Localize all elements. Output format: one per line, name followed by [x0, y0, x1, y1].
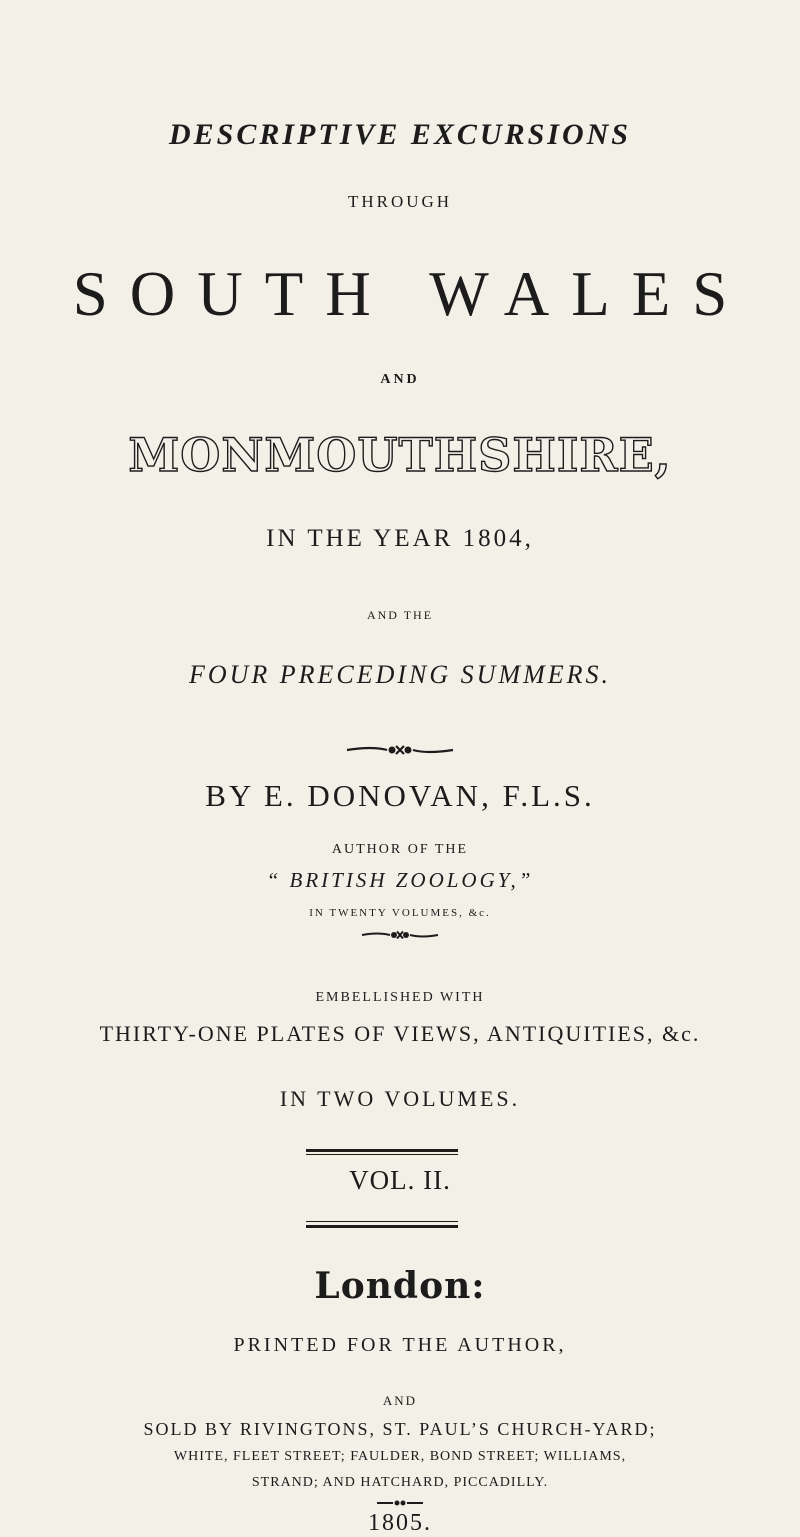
year-line: IN THE YEAR 1804, — [266, 525, 534, 552]
sold-by-line-3: STRAND; AND HATCHARD, PICCADILLY. — [251, 1475, 549, 1490]
sold-by-line-2: WHITE, FLEET STREET; FAULDER, BOND STREET; WILLIAMS, — [173, 1449, 627, 1464]
publication-date: 1805. — [368, 1510, 432, 1536]
book-title: DESCRIPTIVE EXCURSIONS — [169, 118, 631, 151]
and-line-2: AND — [382, 1393, 418, 1408]
and-the-line: AND THE — [366, 608, 434, 622]
volumes-line: IN TWO VOLUMES. — [279, 1086, 521, 1111]
byline: BY E. DONOVAN, F.L.S. — [205, 778, 595, 813]
sold-by-line-1: SOLD BY RIVINGTONS, ST. PAUL’S CHURCH-YARD; — [143, 1419, 657, 1439]
plates-line: THIRTY-ONE PLATES OF VIEWS, ANTIQUITIES, &c. — [99, 1021, 701, 1046]
summers-line: FOUR PRECEDING SUMMERS. — [188, 660, 612, 689]
swirl-ornament-icon — [0, 743, 800, 757]
prior-work-title: “ BRITISH ZOOLOGY,” — [266, 868, 534, 892]
embellished-line: EMBELLISHED WITH — [315, 990, 485, 1005]
author-of-line: AUTHOR OF THE — [331, 842, 469, 857]
and-line-1: AND — [380, 372, 420, 387]
place-second: MONMOUTHSHIRE, — [128, 428, 672, 482]
volume-number: VOL. II. — [349, 1165, 451, 1195]
place-main: SOUTH WALES — [72, 259, 750, 329]
thick-rule — [306, 1149, 458, 1152]
printed-for-line: PRINTED FOR THE AUTHOR, — [233, 1334, 567, 1356]
swirl-ornament-icon — [0, 929, 800, 941]
small-ornament-icon — [0, 1499, 800, 1507]
thick-rule — [306, 1225, 458, 1228]
prior-volumes-line: IN TWENTY VOLUMES, &c. — [309, 907, 491, 919]
thin-rule — [306, 1154, 458, 1155]
thin-rule — [306, 1221, 458, 1222]
imprint-city: London: — [314, 1265, 486, 1307]
through-line: THROUGH — [347, 192, 453, 211]
